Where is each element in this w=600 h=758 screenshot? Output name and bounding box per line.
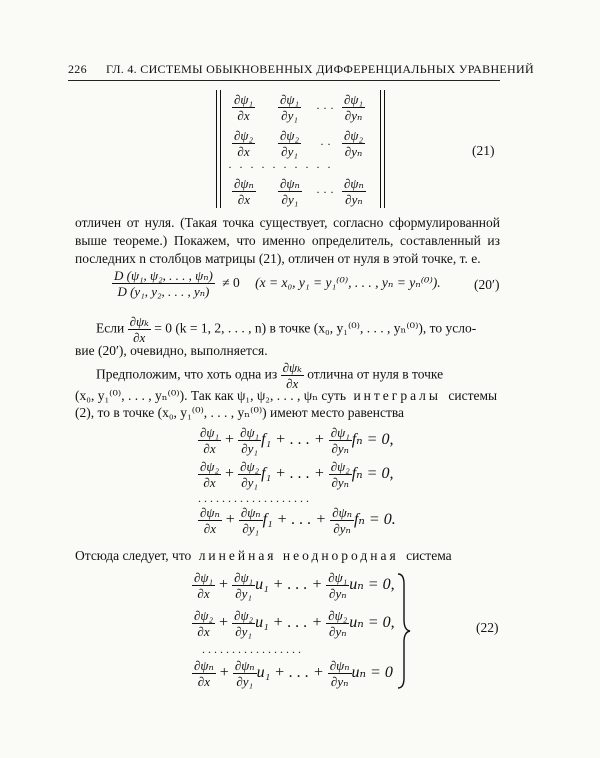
matrix-cell: $\frac{\text{∂ψ₁}}{\partial x}$	[234, 92, 254, 123]
matrix-dots-row: · · · · · · · · · ·	[228, 160, 333, 174]
spaced-term: интегралы	[353, 388, 441, 403]
matrix-cell: $\frac{\text{∂ψ₁}}{\text{∂yₙ}}$	[344, 92, 364, 123]
if-line	[96, 314, 476, 345]
linear-system-22	[192, 570, 412, 690]
text-span: Отсюда следует, что	[75, 548, 192, 563]
dots-row: . . . . . . . . . . . . . . . . . . .	[198, 491, 309, 505]
matrix-left-bar	[216, 90, 221, 208]
suppose-line	[96, 360, 443, 391]
matrix-cell: $\frac{\text{∂ψₙ}}{\text{∂yₙ}}$	[344, 176, 364, 207]
equation-row: $\frac{\text{∂ψ₂}}{\partial x}$ + $\frac{\text{∂ψ₂}}{\text{∂y₁}}$ u₁ + . . . + $\frac{\text{∂ψ₂}}{\text{∂yₙ}}$ uₙ = 0,	[194, 608, 395, 639]
header-rule	[68, 80, 500, 81]
matrix-cell: $\frac{\text{∂ψ₂}}{\text{∂yₙ}}$	[344, 128, 364, 159]
matrix-right-bar	[380, 90, 385, 208]
equation-row: $\frac{\text{∂ψₙ}}{\partial x}$ + $\frac{\text{∂ψₙ}}{\text{∂y₁}}$ f₁ + . . . + $\frac{\text{∂ψₙ}}{\text{∂yₙ}}$ fₙ = 0.	[200, 505, 396, 536]
text-span: (x₀, y₁⁽⁰⁾, . . . , yₙ⁽⁰⁾). Так как ψ₁, ψ₂, . . . , ψₙ суть	[75, 388, 347, 403]
equation-label-20prime: (20′)	[474, 277, 500, 292]
matrix-dots: · ·	[320, 137, 331, 151]
matrix-dots: · · ·	[316, 185, 334, 199]
equation-row: $\frac{\text{∂ψ₂}}{\partial x}$ + $\frac{\text{∂ψ₂}}{\text{∂y₁}}$ f₁ + . . . + $\frac{\text{∂ψ₂}}{\text{∂yₙ}}$ fₙ = 0,	[200, 459, 394, 490]
not-equal: ≠ 0	[222, 274, 240, 290]
jacobian-fraction: $\frac{\text{D (ψ₁, ψ₂, . . . , ψₙ)}}{\text{D (y₁, y₂, . . . , yₙ)}}$	[114, 268, 213, 299]
text-span: системы	[448, 388, 498, 403]
spaced-term: линейная неоднородная	[198, 548, 399, 563]
matrix-cell: $\frac{\text{∂ψ₂}}{\text{∂y₁}}$	[280, 128, 300, 159]
if-rest: = 0 (k = 1, 2, . . . , n) в точке (x₀, y₁⁽⁰⁾, . . . , yₙ⁽⁰⁾), то усло-	[154, 320, 477, 336]
condition: (x = x₀, y₁ = y₁⁽⁰⁾, . . . , yₙ = yₙ⁽⁰⁾).	[255, 274, 441, 290]
if-word: Если	[96, 320, 125, 336]
matrix-cell: $\frac{\text{∂ψₙ}}{\text{∂y₁}}$	[280, 176, 300, 207]
equation-20prime	[112, 268, 441, 299]
if-line-2: вие (20′), очевидно, выполняется.	[75, 343, 268, 358]
dots-row: . . . . . . . . . . . . . . . . .	[202, 642, 301, 656]
paragraph-1: отличен от нуля. (Такая точка существует, согласно сформулированной выше теореме.) Покажем, что именно определитель, составленный из последних n столбцов матрицы (21), отличен от нуля в этой точке, т. е.	[75, 215, 500, 266]
partial-fraction: $\frac{\text{∂ψₖ}}{\partial x}$	[282, 360, 302, 391]
matrix-cell: $\frac{\text{∂ψ₂}}{\partial x}$	[234, 128, 254, 159]
right-brace-icon	[396, 572, 412, 690]
running-title: ГЛ. 4. СИСТЕМЫ ОБЫКНОВЕННЫХ ДИФФЕРЕНЦИАЛЬНЫХ УРАВНЕНИЙ	[106, 62, 534, 76]
suppose-line-2	[75, 388, 497, 404]
suppose-rest: отлична от нуля в точке	[307, 366, 444, 382]
matrix-21	[216, 90, 386, 210]
equation-row: $\frac{\text{∂ψ₁}}{\partial x}$ + $\frac{\text{∂ψ₁}}{\text{∂y₁}}$ u₁ + . . . + $\frac{\text{∂ψ₁}}{\text{∂yₙ}}$ uₙ = 0,	[194, 570, 395, 601]
equation-row: $\frac{\text{∂ψₙ}}{\partial x}$ + $\frac{\text{∂ψₙ}}{\text{∂y₁}}$ u₁ + . . . + $\frac{\text{∂ψₙ}}{\text{∂yₙ}}$ uₙ = 0	[194, 658, 393, 689]
equation-label-21: (21)	[472, 143, 495, 158]
text-span: система	[406, 548, 452, 563]
page-number: 226	[68, 62, 87, 76]
equation-row: $\frac{\text{∂ψ₁}}{\partial x}$ + $\frac{\text{∂ψ₁}}{\text{∂y₁}}$ f₁ + . . . + $\frac{\text{∂ψ₁}}{\text{∂yₙ}}$ fₙ = 0,	[200, 425, 394, 456]
hence-line	[75, 548, 452, 564]
equalities-system	[198, 425, 438, 535]
matrix-cell: $\frac{\text{∂ψₙ}}{\partial x}$	[234, 176, 254, 207]
suppose-text: Предположим, что хоть одна из	[96, 366, 278, 382]
partial-fraction: $\frac{\text{∂ψₖ}}{\partial x}$	[129, 314, 149, 345]
suppose-line-3: (2), то в точке (x₀, y₁⁽⁰⁾, . . . , yₙ⁽⁰⁾) имеют место равенства	[75, 405, 405, 420]
equation-label-22: (22)	[476, 620, 499, 635]
matrix-cell: $\frac{\text{∂ψ₁}}{\text{∂y₁}}$	[280, 92, 300, 123]
matrix-dots: · · ·	[316, 101, 334, 115]
